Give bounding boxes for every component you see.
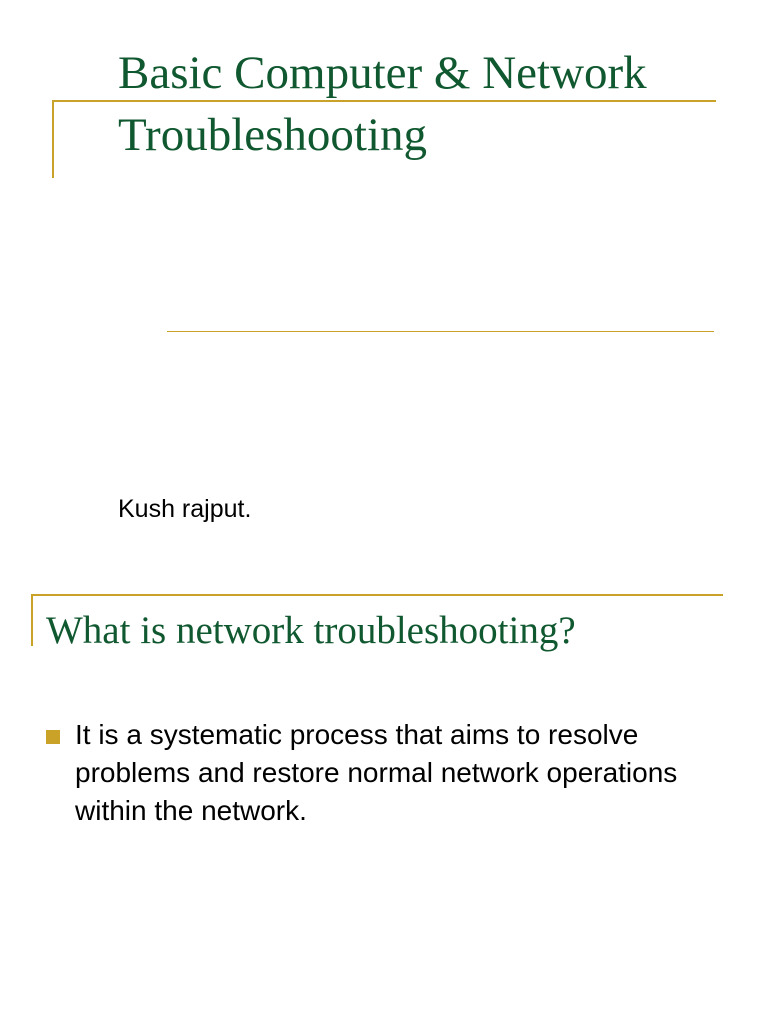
subtitle-rule [167, 331, 714, 332]
square-bullet-icon [46, 730, 60, 744]
bullet-text: It is a systematic process that aims to resolve problems and restore normal network operations within the network. [75, 719, 678, 826]
slide-heading: What is network troubleshooting? [46, 609, 576, 652]
heading-top-rule [31, 594, 723, 596]
title-left-rule [52, 100, 54, 178]
heading-left-rule [31, 594, 33, 646]
slide-title: Basic Computer & Network Troubleshooting [118, 47, 647, 161]
author-name: Kush rajput. [118, 495, 252, 523]
